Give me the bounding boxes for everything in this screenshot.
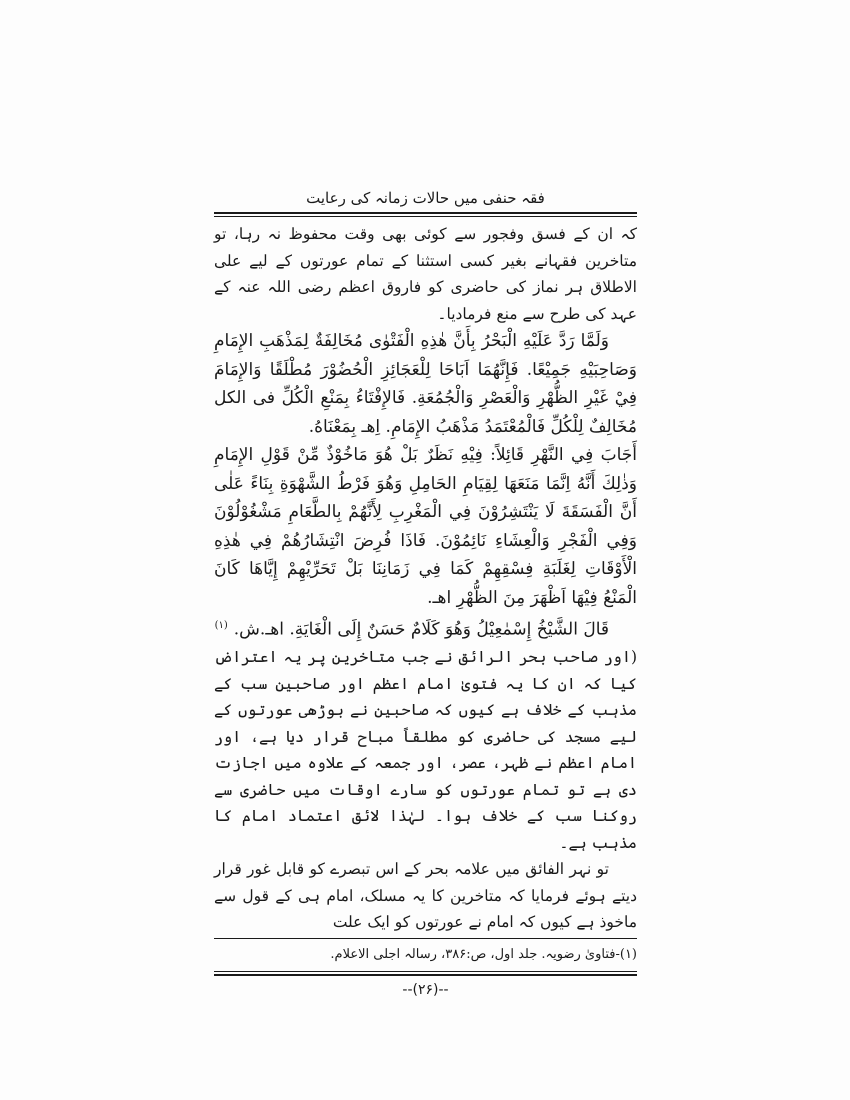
footer-rule (214, 971, 637, 976)
arabic-paragraph-2: أَجَابَ فِي النَّهْرِ قَائِلاً: فِيْهِ نَظَرٌ بَلْ هُوَ مَاخُوْذٌ مِّنْ قَوْلِ الإِمَامِ وَذٰلِكَ أَنَّهُ اِنَّمَا مَنَعَهَا لِقِيَامِ الحَامِلِ وَهُوَ فَرْطُ الشَّهْوَةِ بِنَاءً عَلٰى أَنَّ الْفَسَقَةَ لَا يَنْتَشِرُوْنَ فِي الْمَغْرِبِ لِأَنَّهُمْ بِالطَّعَامِ مَشْغُوْلُوْنَ وَفِي الْفَجْرِ وَالْعِشَاءِ نَائِمُوْنَ. فَاذَا فُرِضَ انْتِشَارُهُمْ فِي هٰذِهِ الْأَوْقَاتِ لِغَلَبَةِ فِسْقِهِمْ كَمَا فِي زَمَانِنَا بَلْ تَحَرِّيْهِمْ إِيَّاهَا كَانَ الْمَنْعُ فِيْهَا اَظْهَرَ مِنَ الظُّهْرِ اهـ. (214, 445, 637, 608)
arabic-paragraph-3-text: قَالَ الشَّيْخُ إِسْمٰعِيْلُ وَهُوَ كَلَامٌ حَسَنٌ إِلَى الْغَايَةِ. اهـ.ش. (233, 619, 609, 640)
urdu-paragraph-2: (اور صاحب بحر الرائق نے جب متاخرین پر یہ اعتراض کیا کہ ان کا یہ فتویٰ امام اعظم اور صاحبین سب کے مذہب کے خلاف ہے کیوں کہ صاحبین نے بوڑھی عورتوں کے لیے مسجد کی حاضری کو مطلقاً مباح قرار دیا ہے، اور امام اعظم نے ظہر، عصر، اور جمعہ کے علاوہ میں اجازت دی ہے تو تمام عورتوں کو سارے اوقات میں حاضری سے روکنا سب کے خلاف ہوا۔ لہٰذا لائق اعتماد امام کا مذہب ہے۔ (214, 648, 637, 852)
footnote: (۱)-فتاویٰ رضویہ. جلد اول، ص:۳۸۶، رسالہ اجلی الاعلام. (330, 946, 637, 962)
footnote-rule (214, 938, 637, 939)
arabic-paragraph-1: وَلَمَّا رَدَّ عَلَيْهِ الْبَحْرُ بِأَنَّ هٰذِهِ الْفَتْوٰى مُخَالِفَةٌ لِمَذْهَبِ الإِمَامِ وَصَاحِبَيْهِ جَمِيْعًا. فَإِنَّهُمَا اَبَاحَا لِلْعَجَائِزِ الْحُضُوْرَ مُطْلَقًا وَالإِمَامَ فِيْ غَيْرِ الظُّهْرِ وَالْعَصْرِ وَالْجُمُعَةِ. فَالإِفْتَاءُ بِمَنْعِ الْكُلِّ فى الكل مُخَالِفٌ لِلْكُلِّ فَالْمُعْتَمَدُ مَذْهَبُ الإِمَامِ. اِهـ بِمَعْنَاهُ. (214, 331, 637, 437)
urdu-paragraph-1: کہ ان کے فسق وفجور سے کوئی بھی وقت محفوظ نہ رہا، تو متاخرین فقہانے بغیر کسی استثنا کے تمام عورتوں کے لیے علی الاطلاق ہر نماز کی حاضری کو فاروق اعظم رضی اللہ عنہ کے عہد کی طرح سے منع فرمادیا۔ (214, 225, 637, 323)
page-number: --(۲۶)-- (402, 981, 449, 998)
header-rule (214, 212, 637, 217)
running-header: فقہ حنفی میں حالات زمانہ کی رعایت (306, 189, 545, 207)
urdu-paragraph-3: تو نہر الفائق میں علامہ بحر کے اس تبصرے کو قابل غور قرار دیتے ہوئے فرمایا کہ متاخرین کا یہ مسلک، امام ہی کے قول سے ماخوذ ہے کیوں کہ امام نے عورتوں کو ایک علت (214, 860, 637, 932)
footnote-marker: (۱) (214, 620, 228, 631)
arabic-paragraph-3 (214, 612, 637, 644)
book-page (214, 186, 637, 998)
